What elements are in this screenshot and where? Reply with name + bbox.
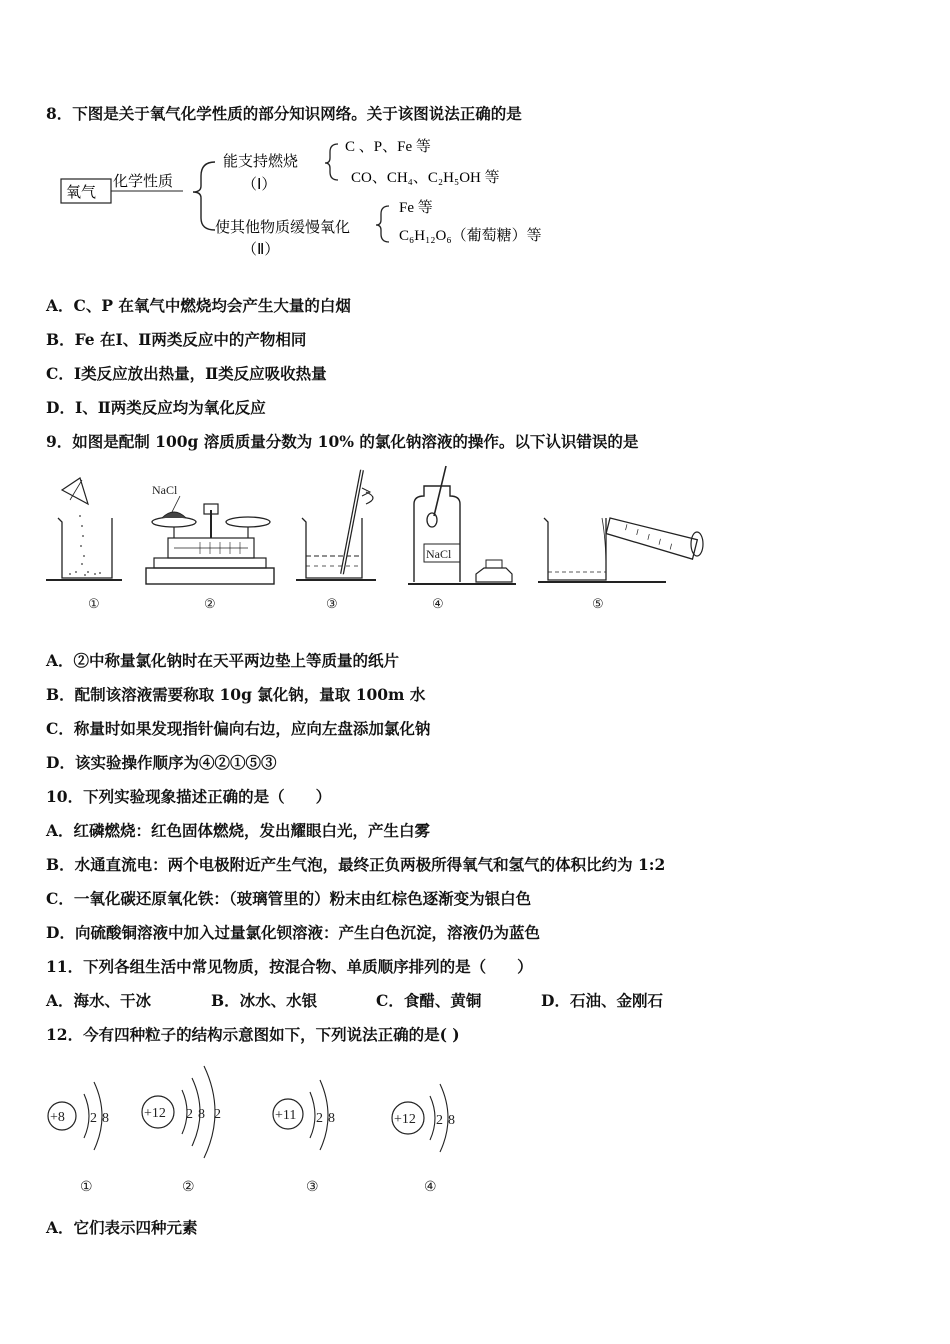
q11-option-d: D．石油、金刚石 — [541, 991, 663, 1010]
q8-stem: 8．下图是关于氧气化学性质的部分知识网络。关于该图说法正确的是 — [46, 104, 522, 123]
bottle-nacl-label: NaCl — [426, 547, 452, 561]
step5-label: ⑤ — [592, 596, 604, 611]
diagram-cat1-item2: CO、CH₄、C₂H₅OH 等 — [351, 170, 500, 186]
particle4-label: ④ — [424, 1180, 437, 1195]
step1-pour-salt-illustration — [46, 478, 122, 580]
particle2-shell1: 2 — [186, 1107, 193, 1122]
particle2-nucleus: +12 — [144, 1106, 166, 1121]
diagram-cat1-num: （Ⅰ） — [242, 177, 277, 193]
particle3-nucleus: +11 — [275, 1108, 297, 1123]
q11-option-b: B．冰水、水银 — [211, 991, 318, 1010]
q9-option-c: C．称量时如果发现指针偏向右边，应向左盘添加氯化钠 — [46, 719, 431, 738]
particle3-label: ③ — [306, 1180, 319, 1195]
diagram-cat2-item1: Fe 等 — [399, 200, 433, 216]
particle4-diagram — [392, 1084, 455, 1152]
step2-balance-illustration — [146, 496, 274, 584]
q8-option-a: A．C、P 在氧气中燃烧均会产生大量的白烟 — [46, 296, 351, 315]
diagram-cat1: 能支持燃烧 — [223, 154, 299, 170]
particle1-label: ① — [80, 1180, 93, 1195]
q11-option-a: A．海水、干冰 — [46, 991, 152, 1010]
q10-option-b: B．水通直流电：两个电极附近产生气泡，最终正负两极所得氧气和氢气的体积比约为 1:2 — [46, 855, 666, 874]
particle3-shell1: 2 — [316, 1111, 323, 1126]
diagram-cat2: 使其他物质缓慢氧化 — [215, 220, 351, 236]
q9-option-b: B．配制该溶液需要称取 10g 氯化钠，量取 100m 水 — [46, 685, 426, 704]
oxygen-property-diagram — [55, 132, 575, 262]
q8-option-d: D．Ⅰ、Ⅱ两类反应均为氧化反应 — [46, 398, 266, 417]
step5-pour-water-illustration — [538, 518, 703, 582]
particle1-shell1: 2 — [90, 1111, 97, 1126]
particle2-shell2: 8 — [198, 1107, 205, 1122]
particle2-label: ② — [182, 1180, 195, 1195]
q9-option-a: A．②中称量氯化钠时在天平两边垫上等质量的纸片 — [46, 651, 400, 670]
particle1-diagram — [48, 1082, 109, 1150]
diagram-cat2-num: （Ⅱ） — [242, 242, 280, 258]
step4-reagent-bottle-illustration — [408, 466, 516, 584]
particle2-diagram — [142, 1066, 221, 1158]
step3-label: ③ — [326, 596, 338, 611]
step3-stir-illustration — [296, 470, 376, 580]
diagram-root: 氧气 — [66, 185, 97, 201]
q8-option-b: B．Fe 在Ⅰ、Ⅱ两类反应中的产物相同 — [46, 330, 307, 349]
q10-option-c: C．一氧化碳还原氧化铁：（玻璃管里的）粉末由红棕色逐渐变为银白色 — [46, 889, 532, 908]
q11-option-c: C．食醋、黄铜 — [376, 991, 482, 1010]
q12-option-a: A．它们表示四种元素 — [46, 1218, 198, 1237]
balance-nacl-label: NaCl — [152, 483, 178, 497]
diagram-cat1-item1: C 、P、Fe 等 — [345, 139, 431, 155]
q10-option-d: D．向硫酸铜溶液中加入过量氯化钡溶液：产生白色沉淀，溶液仍为蓝色 — [46, 923, 540, 942]
q10-stem: 10．下列实验现象描述正确的是（ ） — [46, 787, 332, 806]
q12-stem: 12．今有四种粒子的结构示意图如下，下列说法正确的是( ) — [46, 1025, 460, 1044]
particle2-shell3: 2 — [214, 1107, 221, 1122]
particle4-nucleus: +12 — [394, 1112, 416, 1127]
particle4-shell1: 2 — [436, 1113, 443, 1128]
q9-option-d: D．该实验操作顺序为④②①⑤③ — [46, 753, 277, 772]
step2-label: ② — [204, 596, 216, 611]
diagram-branch-label: 化学性质 — [113, 174, 174, 190]
q9-stem: 9．如图是配制 100g 溶质质量分数为 10% 的氯化钠溶液的操作。以下认识错误的是 — [46, 432, 639, 451]
q11-stem: 11．下列各组生活中常见物质，按混合物、单质顺序排列的是（ ） — [46, 957, 533, 976]
step4-label: ④ — [432, 596, 444, 611]
diagram-cat2-item2: C₆H₁₂O₆（葡萄糖）等 — [399, 228, 542, 244]
particle1-nucleus: +8 — [50, 1110, 65, 1125]
atomic-structure-figure — [40, 1060, 500, 1200]
q8-option-c: C．Ⅰ类反应放出热量，Ⅱ类反应吸收热量 — [46, 364, 327, 383]
q10-option-a: A．红磷燃烧：红色固体燃烧，发出耀眼白光，产生白雾 — [46, 821, 431, 840]
particle3-diagram — [273, 1080, 335, 1150]
solution-preparation-figure — [40, 460, 720, 620]
particle4-shell2: 8 — [448, 1113, 455, 1128]
step1-label: ① — [88, 596, 100, 611]
particle3-shell2: 8 — [328, 1111, 335, 1126]
q11-options-row — [46, 989, 663, 1011]
particle1-shell2: 8 — [102, 1111, 109, 1126]
